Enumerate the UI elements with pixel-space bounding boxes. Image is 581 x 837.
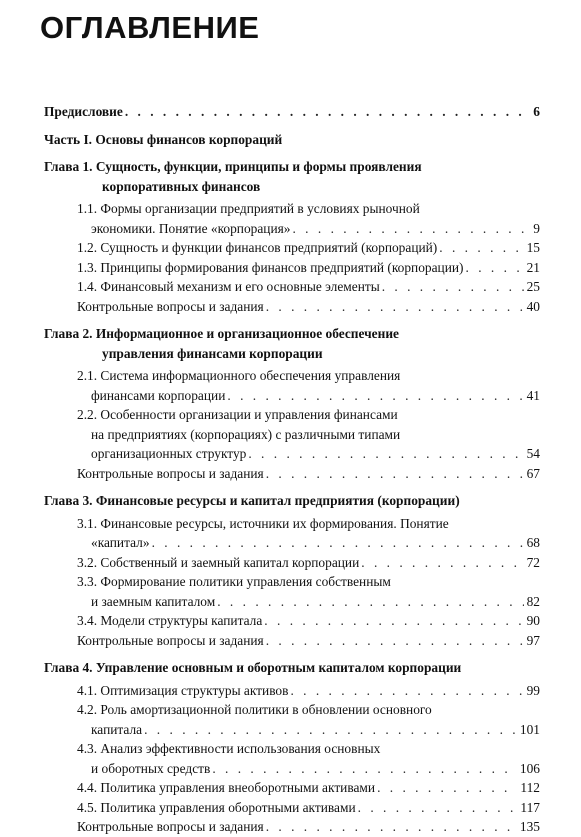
toc-page-number: 21 <box>526 259 540 275</box>
dot-leader <box>248 444 523 464</box>
toc-section-entry[interactable] <box>44 778 540 798</box>
toc-entry-text: экономики. Понятие «корпорация» <box>91 220 291 236</box>
chapter-heading[interactable]: корпоративных финансов <box>102 178 261 194</box>
toc-section-entry[interactable]: 2.2. Особенности организации и управления финансами <box>77 407 398 422</box>
chapter-heading[interactable]: Глава 4. Управление основным и оборотным капиталом корпорации <box>44 660 462 675</box>
toc-section-entry[interactable]: 4.3. Анализ эффективности использования основных <box>77 741 381 756</box>
toc-page-number: 41 <box>526 387 540 403</box>
toc-control-questions[interactable] <box>44 464 540 484</box>
toc-page-number: 101 <box>519 721 540 737</box>
chapter-heading[interactable]: Глава 2. Информационное и организационное обеспечение <box>44 326 399 341</box>
toc-section-entry[interactable] <box>44 553 540 573</box>
dot-leader <box>382 277 524 297</box>
toc-entry-text: 4.5. Политика управления оборотными активами <box>77 799 356 815</box>
chapter-heading[interactable]: управления финансами корпорации <box>102 345 323 361</box>
toc-section-entry[interactable] <box>44 798 540 818</box>
toc-control-questions[interactable] <box>44 297 540 317</box>
dot-leader <box>361 553 523 573</box>
toc-section-entry[interactable] <box>44 238 540 258</box>
toc-control-questions[interactable] <box>44 631 540 651</box>
toc-entry-text: 4.1. Оптимизация структуры активов <box>77 682 289 698</box>
toc-entry-text: «капитал» <box>91 535 150 550</box>
dot-leader <box>292 219 530 239</box>
toc-entry-text: Контрольные вопросы и задания <box>77 298 264 314</box>
dot-leader <box>217 592 523 612</box>
toc-section-entry[interactable] <box>44 219 540 239</box>
page-title: ОГЛАВЛЕНИЕ <box>40 10 260 45</box>
toc-section-entry[interactable] <box>44 681 540 701</box>
dot-leader <box>290 681 523 701</box>
toc-section-entry[interactable] <box>44 444 540 464</box>
dot-leader <box>212 759 517 779</box>
toc-page-number: 67 <box>526 465 540 481</box>
dot-leader <box>358 798 518 818</box>
toc-section-entry[interactable] <box>44 277 540 297</box>
toc-section-entry[interactable] <box>44 533 540 553</box>
chapter-heading[interactable]: Глава 3. Финансовые ресурсы и капитал предприятия (корпорации) <box>44 493 460 508</box>
toc-section-entry[interactable]: 3.1. Финансовые ресурсы, источники их формирования. Понятие <box>77 515 449 531</box>
toc-page-number: 112 <box>520 780 540 795</box>
toc-section-entry[interactable] <box>44 386 540 406</box>
toc-section-entry[interactable]: 3.3. Формирование политики управления собственным <box>77 574 391 589</box>
toc-page-number: 9 <box>533 220 540 236</box>
dot-leader <box>266 817 517 837</box>
toc-entry-text: капитала <box>91 721 143 737</box>
toc-page-number: 25 <box>526 279 540 294</box>
chapter-heading[interactable]: Глава 1. Сущность, функции, принципы и формы проявления <box>44 159 422 174</box>
toc-entry-text: 3.4. Модели структуры капитала <box>77 613 263 628</box>
dot-leader <box>227 386 523 406</box>
toc-page-number: 117 <box>520 799 540 815</box>
toc-control-questions[interactable] <box>44 817 540 837</box>
dot-leader <box>264 611 523 631</box>
toc-section-entry[interactable]: 1.1. Формы организации предприятий в условиях рыночной <box>77 201 420 216</box>
toc-section-entry[interactable]: 2.1. Система информационного обеспечения управления <box>77 368 401 383</box>
toc-page-number: 106 <box>519 760 540 776</box>
toc-page-number: 6 <box>533 104 540 119</box>
toc-page-number: 54 <box>526 446 540 461</box>
toc-entry-text: 1.4. Финансовый механизм и его основные элементы <box>77 279 380 294</box>
toc-entry-text: 1.3. Принципы формирования финансов предприятий (корпорации) <box>77 259 464 275</box>
toc-page-number: 40 <box>526 298 540 314</box>
toc-entry-text: Контрольные вопросы и задания <box>77 819 264 834</box>
dot-leader <box>152 533 524 553</box>
dot-leader <box>266 631 524 651</box>
toc-page-number: 135 <box>519 819 540 834</box>
toc-page-number: 15 <box>526 240 540 255</box>
toc-section-entry[interactable] <box>44 759 540 779</box>
toc-section-entry[interactable]: 4.2. Роль амортизационной политики в обновлении основного <box>77 702 432 717</box>
toc-section-entry[interactable] <box>44 258 540 278</box>
toc-section-entry[interactable] <box>44 720 540 740</box>
toc-entry-text: и заемным капиталом <box>91 593 216 609</box>
toc-page-number: 99 <box>526 682 540 698</box>
toc-part-heading: Часть I. Основы финансов корпораций <box>44 131 283 147</box>
dot-leader <box>144 720 517 740</box>
toc-entry-text: 1.2. Сущность и функции финансов предприятий (корпораций) <box>77 240 438 255</box>
dot-leader <box>125 102 530 122</box>
toc-entry-text: Предисловие <box>44 104 123 119</box>
toc-entry-text: финансами корпорации <box>91 387 226 403</box>
dot-leader <box>377 778 517 798</box>
toc-page-number: 90 <box>526 613 540 628</box>
toc-entry-text: Контрольные вопросы и задания <box>77 465 264 481</box>
toc-section-entry[interactable] <box>44 592 540 612</box>
toc-entry-text: и оборотных средств <box>91 760 211 776</box>
toc-entry-preface[interactable] <box>44 102 540 122</box>
toc-section-entry[interactable] <box>44 611 540 631</box>
dot-leader <box>266 464 524 484</box>
toc-page-number: 72 <box>526 554 540 570</box>
toc-section-entry[interactable]: на предприятиях (корпорациях) с различными типами <box>91 426 401 442</box>
toc-page-number: 97 <box>526 632 540 648</box>
dot-leader <box>266 297 524 317</box>
toc-entry-text: 3.2. Собственный и заемный капитал корпорации <box>77 554 360 570</box>
toc-entry-text: 4.4. Политика управления внеоборотными активами <box>77 780 376 795</box>
table-of-contents <box>44 102 540 837</box>
toc-page-number: 82 <box>526 593 540 609</box>
toc-entry-text: Контрольные вопросы и задания <box>77 632 264 648</box>
dot-leader <box>439 238 523 258</box>
toc-page-number: 68 <box>526 535 540 550</box>
dot-leader <box>466 258 524 278</box>
toc-entry-text: организационных структур <box>91 446 247 461</box>
